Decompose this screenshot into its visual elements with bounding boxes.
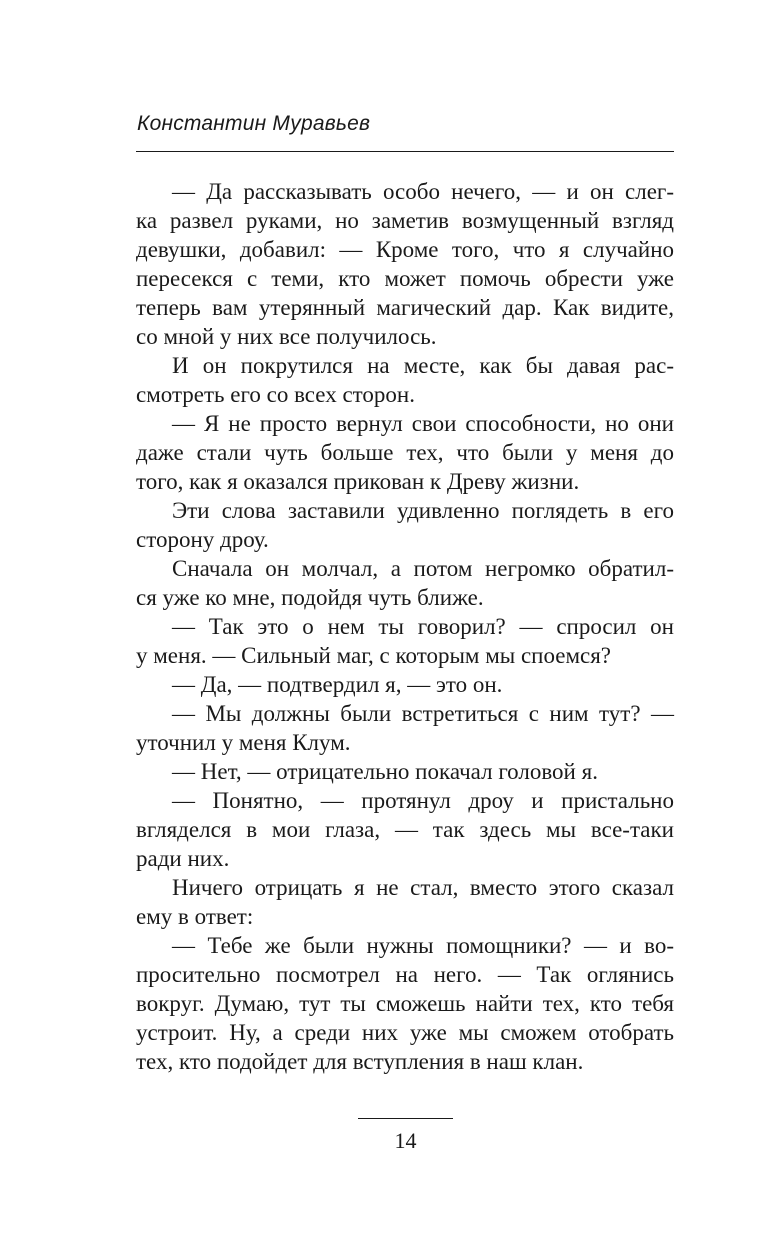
text-line: вгляделся в мои глаза, — так здесь мы все-таки <box>136 817 674 842</box>
text-line: сторону дроу. <box>136 527 269 552</box>
paragraph <box>136 554 674 612</box>
footer-rule <box>358 1118 453 1119</box>
text-line: Сначала он молчал, а потом негромко обратил- <box>172 556 674 581</box>
text-line: Ничего отрицать я не стал, вместо этого сказал <box>172 875 674 900</box>
paragraph <box>136 351 674 409</box>
text-line: даже стали чуть больше тех, что были у меня до <box>136 440 674 465</box>
text-line: — Так это о нем ты говорил? — спросил он <box>172 614 674 639</box>
text-line: — Да, — подтвердил я, — это он. <box>172 672 503 697</box>
text-line: ка развел руками, но заметив возмущенный взгляд <box>136 208 674 233</box>
text-line: уточнил у меня Клум. <box>136 730 351 755</box>
text-line: просительно посмотрел на него. — Так оглянись <box>136 962 674 987</box>
page-number: 14 <box>394 1128 417 1153</box>
text-line: того, как я оказался прикован к Древу жизни. <box>136 469 580 494</box>
text-line: ради них. <box>136 846 230 871</box>
text-line: — Понятно, — протянул дроу и пристально <box>172 788 674 813</box>
text-line: — Да рассказывать особо нечего, — и он слег- <box>172 179 674 204</box>
paragraph <box>136 496 674 554</box>
text-line: — Тебе же были нужны помощники? — и во- <box>172 933 674 958</box>
text-line: устроит. Ну, а среди них уже мы сможем отобрать <box>136 1020 674 1045</box>
text-line: Эти слова заставили удивленно поглядеть в его <box>172 498 674 523</box>
text-line: тех, кто подойдет для вступления в наш клан. <box>136 1049 584 1074</box>
text-line: — Я не просто вернул свои способности, но они <box>172 411 674 436</box>
paragraph <box>136 177 674 351</box>
paragraph <box>136 873 674 931</box>
text-line: со мной у них все получилось. <box>136 324 437 349</box>
paragraph <box>136 757 674 786</box>
text-line: девушки, добавил: — Кроме того, что я случайно <box>136 237 674 262</box>
text-line: пересекся с теми, кто может помочь обрести уже <box>136 266 674 291</box>
paragraph <box>136 670 674 699</box>
text-line: ся уже ко мне, подойдя чуть ближе. <box>136 585 484 610</box>
text-line: вокруг. Думаю, тут ты сможешь найти тех, кто тебя <box>136 991 674 1016</box>
text-line: ему в ответ: <box>136 904 254 929</box>
body-text <box>136 177 674 1076</box>
running-head-author: Константин Муравьев <box>137 112 371 135</box>
text-line: — Мы должны были встретиться с ним тут? — <box>172 701 674 726</box>
text-line: теперь вам утерянный магический дар. Как видите, <box>136 295 674 320</box>
paragraph <box>136 699 674 757</box>
paragraph <box>136 612 674 670</box>
text-line: — Нет, — отрицательно покачал головой я. <box>172 759 598 784</box>
header-rule <box>136 151 674 152</box>
paragraph <box>136 931 674 1076</box>
paragraph <box>136 409 674 496</box>
text-line: у меня. — Сильный маг, с которым мы споемся? <box>136 643 612 668</box>
paragraph <box>136 786 674 873</box>
text-line: смотреть его со всех сторон. <box>136 382 415 407</box>
text-line: И он покрутился на месте, как бы давая рас- <box>172 353 674 378</box>
